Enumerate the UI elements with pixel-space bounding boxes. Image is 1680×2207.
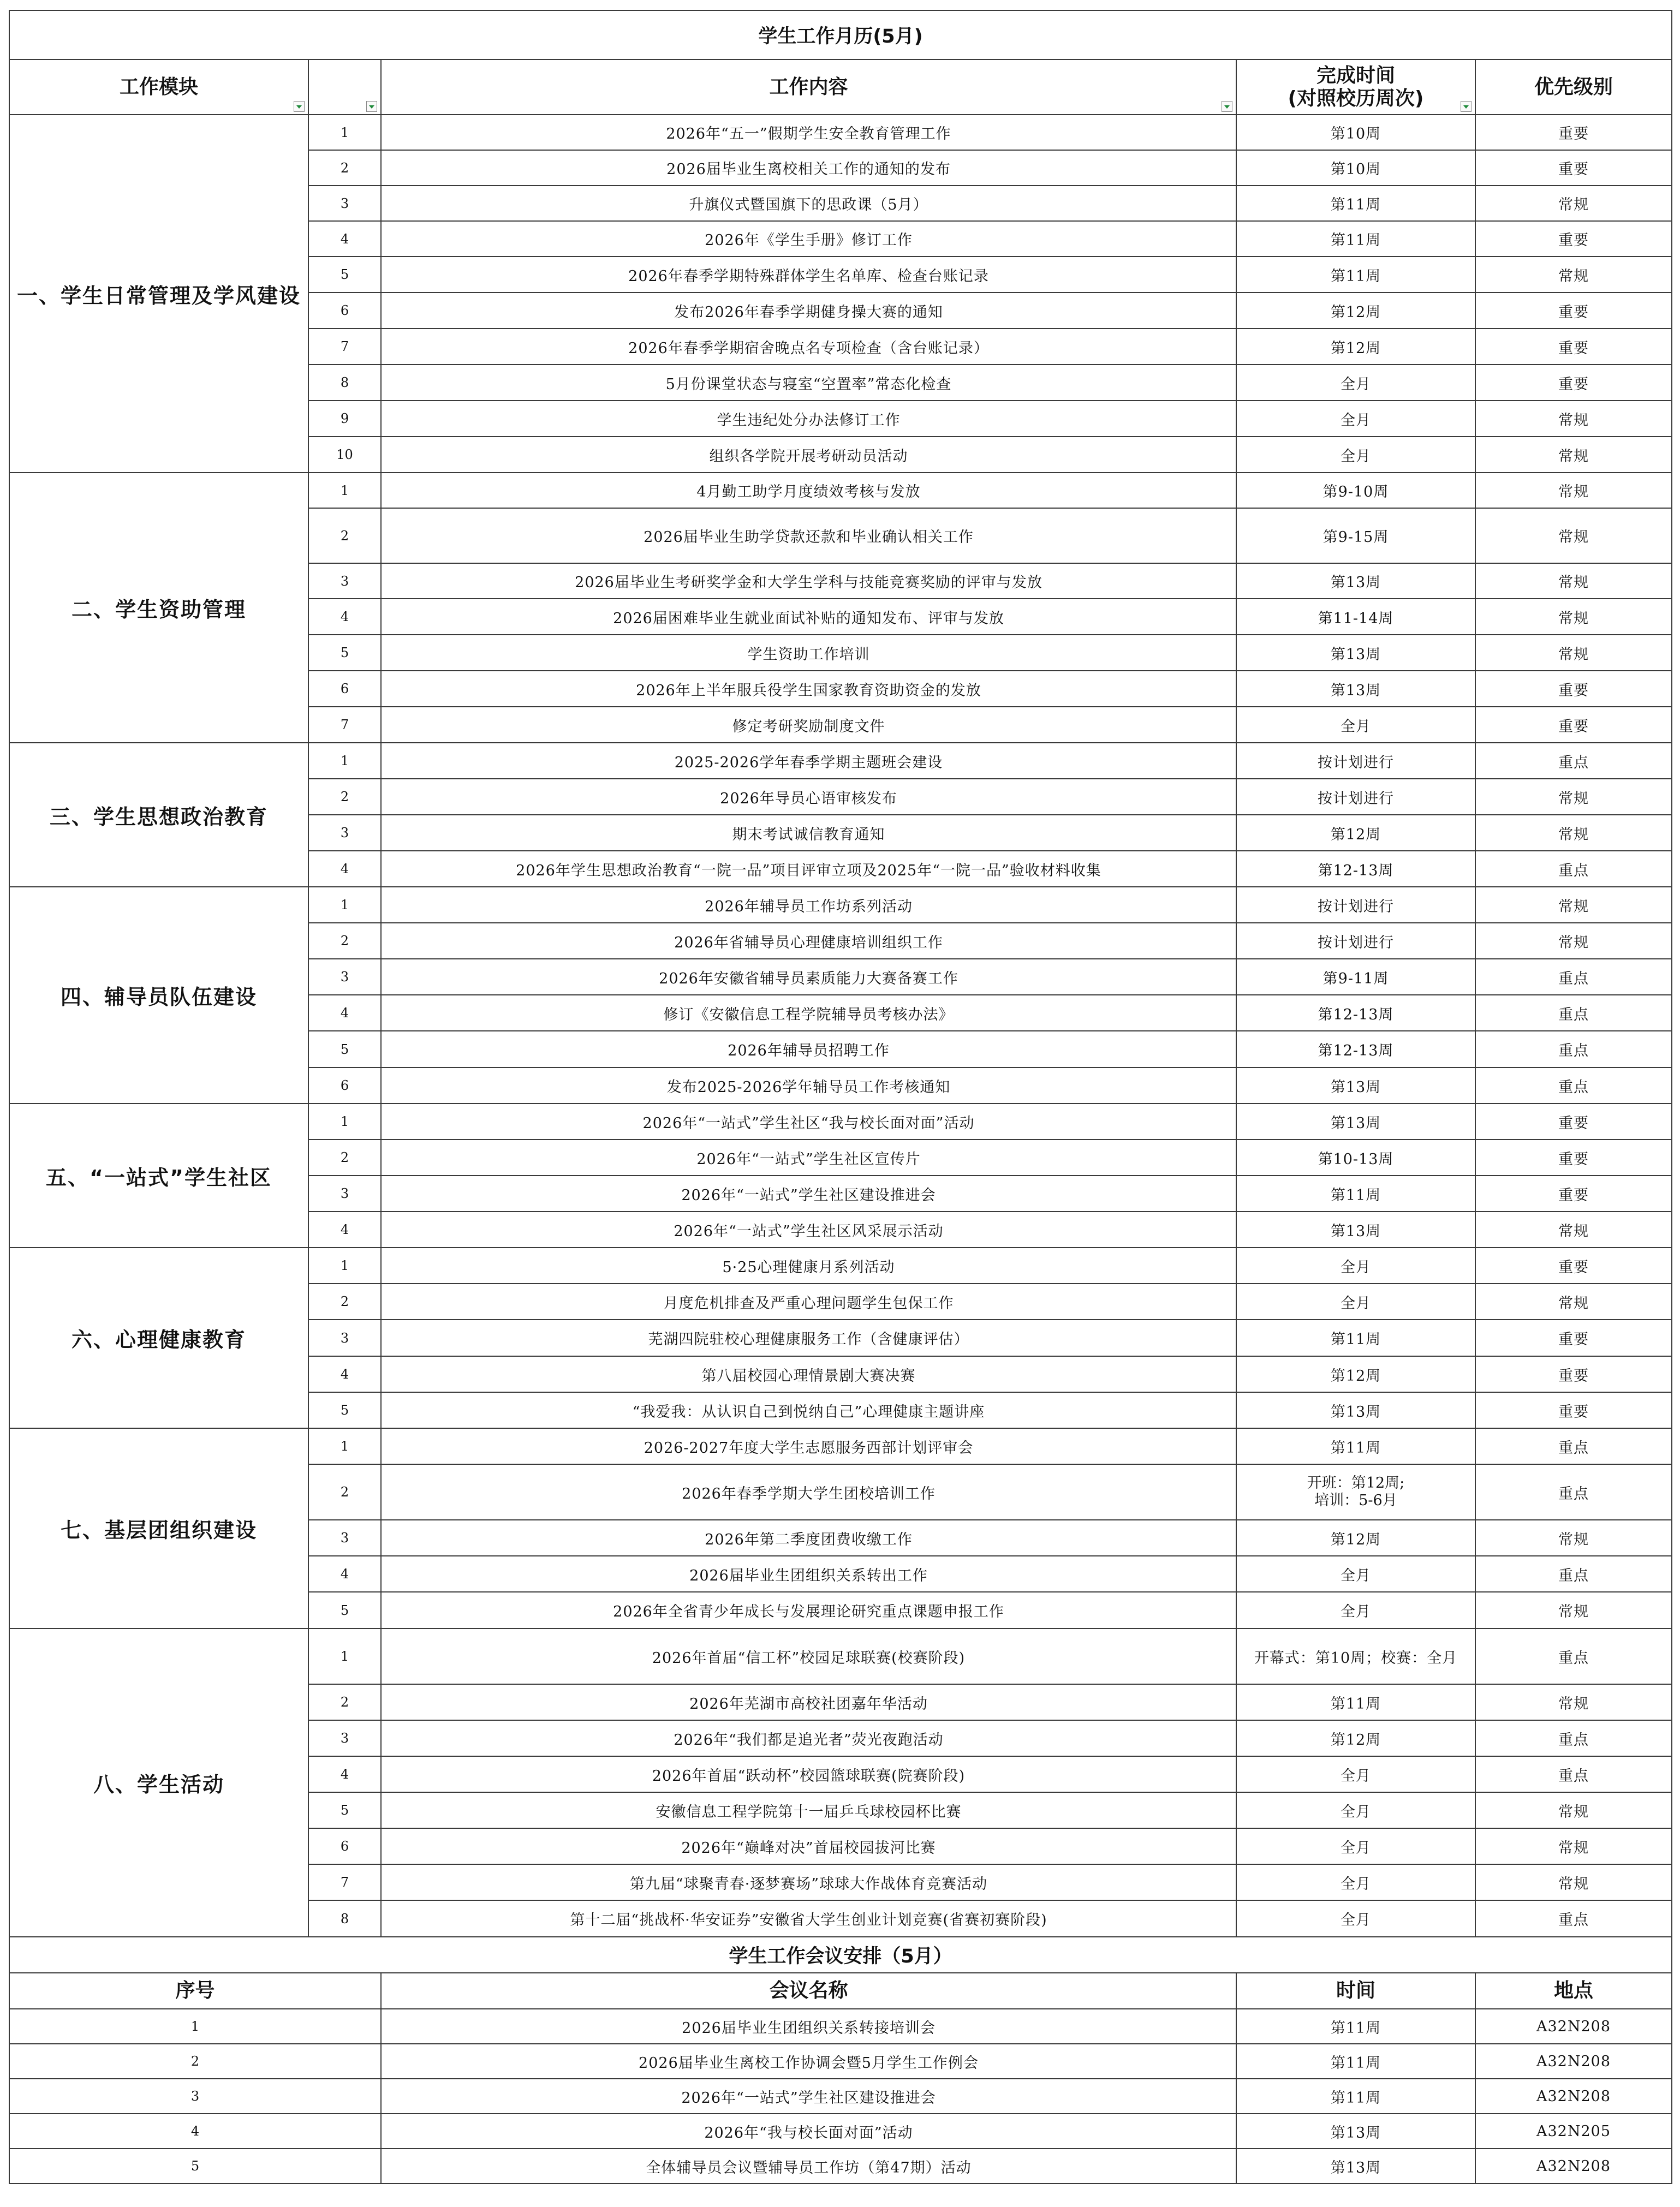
- priority-level: 重要: [1475, 1356, 1672, 1392]
- row-number: 9: [308, 401, 381, 437]
- header-priority: [1475, 59, 1672, 115]
- header-time-sublabel: (对照校历周次): [1288, 87, 1424, 110]
- row-number: 1: [308, 1428, 381, 1464]
- row-number: 4: [308, 1556, 381, 1592]
- completion-time: 第12周: [1236, 1520, 1475, 1556]
- module-name: 八、学生活动: [9, 1629, 308, 1937]
- work-content: 2026届困难毕业生就业面试补贴的通知发布、评审与发放: [381, 599, 1236, 635]
- work-content: 2026年全省青少年成长与发展理论研究重点课题申报工作: [381, 1592, 1236, 1629]
- row-number: 1: [308, 473, 381, 508]
- work-content: 2026年第二季度团费收缴工作: [381, 1520, 1236, 1556]
- row-number: 1: [308, 1104, 381, 1140]
- table-row: [9, 743, 1672, 779]
- work-content: 第九届“球聚青春·逐梦赛场”球球大作战体育竞赛活动: [381, 1864, 1236, 1900]
- priority-level: 常规: [1475, 1828, 1672, 1864]
- row-number: 2: [308, 508, 381, 563]
- row-number: 5: [308, 1592, 381, 1629]
- row-number: 4: [308, 221, 381, 257]
- meeting-time: 第13周: [1236, 2114, 1475, 2149]
- work-content: 2026年“巅峰对决”首届校园拔河比赛: [381, 1828, 1236, 1864]
- priority-level: 重要: [1475, 365, 1672, 401]
- priority-level: 重点: [1475, 995, 1672, 1031]
- row-number: 6: [308, 293, 381, 329]
- meeting-time: 第11周: [1236, 2009, 1475, 2044]
- priority-level: 重要: [1475, 221, 1672, 257]
- priority-level: 重要: [1475, 1104, 1672, 1140]
- completion-time: 第10-13周: [1236, 1140, 1475, 1176]
- work-content: 2026年首届“跃动杯”校园篮球联赛(院赛阶段): [381, 1756, 1236, 1792]
- row-number: 2: [308, 1684, 381, 1720]
- work-content: 学生违纪处分办法修订工作: [381, 401, 1236, 437]
- priority-level: 重点: [1475, 1556, 1672, 1592]
- work-content: 5月份课堂状态与寝室“空置率”常态化检查: [381, 365, 1236, 401]
- completion-time: 全月: [1236, 1556, 1475, 1592]
- priority-level: 重要: [1475, 1140, 1672, 1176]
- row-number: 7: [308, 707, 381, 743]
- completion-time: 全月: [1236, 401, 1475, 437]
- completion-time: 第12周: [1236, 1356, 1475, 1392]
- completion-time: 第12周: [1236, 293, 1475, 329]
- meeting-place: A32N205: [1475, 2114, 1672, 2149]
- filter-dropdown-icon[interactable]: [366, 101, 377, 112]
- work-content: 修定考研奖励制度文件: [381, 707, 1236, 743]
- priority-level: 重点: [1475, 1900, 1672, 1937]
- table-row: [9, 1428, 1672, 1464]
- row-number: 3: [308, 1720, 381, 1756]
- work-content: 第八届校园心理情景剧大赛决赛: [381, 1356, 1236, 1392]
- meeting-place: A32N208: [1475, 2079, 1672, 2114]
- priority-level: 常规: [1475, 815, 1672, 851]
- work-content: 发布2026年春季学期健身操大赛的通知: [381, 293, 1236, 329]
- priority-level: 重要: [1475, 1320, 1672, 1356]
- row-number: 1: [308, 743, 381, 779]
- module-name: 七、基层团组织建设: [9, 1428, 308, 1629]
- priority-level: 重点: [1475, 1031, 1672, 1067]
- row-number: 4: [308, 1756, 381, 1792]
- row-number: 8: [308, 365, 381, 401]
- row-number: 7: [308, 329, 381, 365]
- meeting-row: [9, 2009, 1672, 2044]
- header-module[interactable]: [9, 59, 308, 115]
- priority-level: 重点: [1475, 851, 1672, 887]
- completion-time: 第12周: [1236, 329, 1475, 365]
- table-row: [9, 1248, 1672, 1284]
- work-content: 2026年“一站式”学生社区“我与校长面对面”活动: [381, 1104, 1236, 1140]
- header-module-label: 工作模块: [119, 75, 198, 98]
- work-content: 2026届毕业生考研奖学金和大学生学科与技能竞赛奖励的评审与发放: [381, 563, 1236, 599]
- meeting-number: 4: [9, 2114, 381, 2149]
- row-number: 8: [308, 1900, 381, 1937]
- completion-time-line2: 培训：5-6月: [1314, 1492, 1397, 1509]
- completion-time: 第11周: [1236, 1176, 1475, 1212]
- meeting-row: [9, 2079, 1672, 2114]
- work-content: 2026年辅导员招聘工作: [381, 1031, 1236, 1067]
- row-number: 5: [308, 1031, 381, 1067]
- work-content: 安徽信息工程学院第十一届乒乓球校园杯比赛: [381, 1792, 1236, 1828]
- completion-time-line1: 开班：第12周;: [1307, 1474, 1405, 1492]
- meeting-name: 全体辅导员会议暨辅导员工作坊（第47期）活动: [381, 2149, 1236, 2184]
- row-number: 3: [308, 1520, 381, 1556]
- row-number: 3: [308, 815, 381, 851]
- row-number: 2: [308, 779, 381, 815]
- meeting-name: 2026届毕业生团组织关系转接培训会: [381, 2009, 1236, 2044]
- priority-level: 重要: [1475, 329, 1672, 365]
- work-content: 2026年安徽省辅导员素质能力大赛备赛工作: [381, 959, 1236, 995]
- table-row: [9, 1629, 1672, 1684]
- meetings-header-time: 时间: [1236, 1973, 1475, 2009]
- completion-time: 按计划进行: [1236, 923, 1475, 959]
- completion-time: 第13周: [1236, 1104, 1475, 1140]
- filter-dropdown-icon[interactable]: [294, 101, 305, 112]
- row-number: 4: [308, 851, 381, 887]
- row-number: 7: [308, 1864, 381, 1900]
- work-content: 2026年首届“信工杯”校园足球联赛(校赛阶段): [381, 1629, 1236, 1684]
- work-content: 2026-2027年度大学生志愿服务西部计划评审会: [381, 1428, 1236, 1464]
- completion-time: 第13周: [1236, 1212, 1475, 1248]
- completion-time: 全月: [1236, 1592, 1475, 1629]
- meeting-number: 2: [9, 2044, 381, 2079]
- completion-time: 第12周: [1236, 815, 1475, 851]
- meeting-name: 2026年“我与校长面对面”活动: [381, 2114, 1236, 2149]
- completion-time: 第10周: [1236, 150, 1475, 186]
- work-content: 2026年辅导员工作坊系列活动: [381, 887, 1236, 923]
- work-content: 2026年省辅导员心理健康培训组织工作: [381, 923, 1236, 959]
- header-time-label: 完成时间: [1316, 64, 1395, 87]
- table-row: [9, 473, 1672, 508]
- priority-level: 常规: [1475, 1864, 1672, 1900]
- completion-time: 第11周: [1236, 1684, 1475, 1720]
- completion-time: 第13周: [1236, 671, 1475, 707]
- row-number: 4: [308, 995, 381, 1031]
- completion-time: 按计划进行: [1236, 887, 1475, 923]
- meeting-place: A32N208: [1475, 2044, 1672, 2079]
- completion-time: 开幕式：第10周；校赛：全月: [1236, 1629, 1475, 1684]
- row-number: 2: [308, 1284, 381, 1320]
- completion-time: 第11周: [1236, 1320, 1475, 1356]
- completion-time: 第12周: [1236, 1720, 1475, 1756]
- filter-dropdown-icon[interactable]: [1461, 101, 1472, 112]
- priority-level: 常规: [1475, 1212, 1672, 1248]
- priority-level: 重点: [1475, 1629, 1672, 1684]
- row-number: 4: [308, 599, 381, 635]
- work-content: 2026年学生思想政治教育“一院一品”项目评审立项及2025年“一院一品”验收材料收集: [381, 851, 1236, 887]
- completion-time: 第12-13周: [1236, 995, 1475, 1031]
- work-content: 2026年“一站式”学生社区宣传片: [381, 1140, 1236, 1176]
- work-content: 2026年上半年服兵役学生国家教育资助资金的发放: [381, 671, 1236, 707]
- work-content: 期末考试诚信教育通知: [381, 815, 1236, 851]
- completion-time: 第13周: [1236, 1067, 1475, 1104]
- priority-level: 常规: [1475, 779, 1672, 815]
- row-number: 6: [308, 1067, 381, 1104]
- priority-level: 常规: [1475, 887, 1672, 923]
- row-number: 6: [308, 1828, 381, 1864]
- priority-level: 常规: [1475, 437, 1672, 473]
- priority-level: 重要: [1475, 707, 1672, 743]
- work-content: 2026年芜湖市高校社团嘉年华活动: [381, 1684, 1236, 1720]
- meeting-time: 第11周: [1236, 2079, 1475, 2114]
- row-number: 3: [308, 959, 381, 995]
- completion-time: 全月: [1236, 707, 1475, 743]
- row-number: 1: [308, 1629, 381, 1684]
- meeting-number: 1: [9, 2009, 381, 2044]
- priority-level: 常规: [1475, 473, 1672, 508]
- completion-time: 第11周: [1236, 221, 1475, 257]
- priority-level: 常规: [1475, 923, 1672, 959]
- header-content[interactable]: [381, 59, 1236, 115]
- priority-level: 重要: [1475, 1176, 1672, 1212]
- completion-time: 第13周: [1236, 1392, 1475, 1428]
- completion-time: [1236, 1464, 1475, 1520]
- calendar-title: 学生工作月历(5月): [9, 10, 1672, 59]
- priority-level: 常规: [1475, 186, 1672, 221]
- priority-level: 重要: [1475, 1248, 1672, 1284]
- table-row: [9, 887, 1672, 923]
- completion-time: 第10周: [1236, 115, 1475, 150]
- meeting-row: [9, 2149, 1672, 2184]
- work-content: 2026年《学生手册》修订工作: [381, 221, 1236, 257]
- completion-time: 第12-13周: [1236, 1031, 1475, 1067]
- completion-time: 全月: [1236, 437, 1475, 473]
- work-content: 组织各学院开展考研动员活动: [381, 437, 1236, 473]
- meeting-name: 2026年“一站式”学生社区建设推进会: [381, 2079, 1236, 2114]
- meetings-title: 学生工作会议安排（5月）: [9, 1937, 1672, 1973]
- priority-level: 常规: [1475, 257, 1672, 293]
- meeting-time: 第11周: [1236, 2044, 1475, 2079]
- priority-level: 常规: [1475, 1520, 1672, 1556]
- work-content: 2026年“五一”假期学生安全教育管理工作: [381, 115, 1236, 150]
- module-name: 一、学生日常管理及学风建设: [9, 115, 308, 473]
- priority-level: 重要: [1475, 1392, 1672, 1428]
- priority-level: 常规: [1475, 1592, 1672, 1629]
- row-number: 3: [308, 1176, 381, 1212]
- work-content: 升旗仪式暨国旗下的思政课（5月）: [381, 186, 1236, 221]
- completion-time: 第9-15周: [1236, 508, 1475, 563]
- completion-time: 全月: [1236, 365, 1475, 401]
- row-number: 3: [308, 1320, 381, 1356]
- work-content: 修订《安徽信息工程学院辅导员考核办法》: [381, 995, 1236, 1031]
- priority-level: 重点: [1475, 1428, 1672, 1464]
- row-number: 6: [308, 671, 381, 707]
- priority-level: 重点: [1475, 1464, 1672, 1520]
- priority-level: 重要: [1475, 293, 1672, 329]
- priority-level: 常规: [1475, 1684, 1672, 1720]
- priority-level: 常规: [1475, 401, 1672, 437]
- meeting-name: 2026届毕业生离校工作协调会暨5月学生工作例会: [381, 2044, 1236, 2079]
- work-content: 月度危机排查及严重心理问题学生包保工作: [381, 1284, 1236, 1320]
- row-number: 1: [308, 115, 381, 150]
- completion-time: 全月: [1236, 1756, 1475, 1792]
- work-content: 芜湖四院驻校心理健康服务工作（含健康评估）: [381, 1320, 1236, 1356]
- row-number: 3: [308, 186, 381, 221]
- meeting-row: [9, 2044, 1672, 2079]
- priority-level: 重点: [1475, 743, 1672, 779]
- priority-level: 常规: [1475, 635, 1672, 671]
- row-number: 10: [308, 437, 381, 473]
- priority-level: 重点: [1475, 1720, 1672, 1756]
- module-name: 四、辅导员队伍建设: [9, 887, 308, 1104]
- completion-time: 第11周: [1236, 257, 1475, 293]
- row-number: 2: [308, 1140, 381, 1176]
- priority-level: 重要: [1475, 115, 1672, 150]
- priority-level: 常规: [1475, 599, 1672, 635]
- student-work-calendar-sheet: [9, 10, 1672, 2184]
- meeting-time: 第13周: [1236, 2149, 1475, 2184]
- work-content: 2026年“一站式”学生社区风采展示活动: [381, 1212, 1236, 1248]
- row-number: 5: [308, 635, 381, 671]
- completion-time: 第11周: [1236, 186, 1475, 221]
- work-content: 2026年春季学期特殊群体学生名单库、检查台账记录: [381, 257, 1236, 293]
- work-content: 2026年春季学期宿舍晚点名专项检查（含台账记录）: [381, 329, 1236, 365]
- row-number: 4: [308, 1356, 381, 1392]
- work-content: 2026届毕业生离校相关工作的通知的发布: [381, 150, 1236, 186]
- table-row: [9, 115, 1672, 150]
- completion-time: 第11-14周: [1236, 599, 1475, 635]
- priority-level: 常规: [1475, 1284, 1672, 1320]
- meetings-header-name: 会议名称: [381, 1973, 1236, 2009]
- module-name: 六、心理健康教育: [9, 1248, 308, 1428]
- completion-time: 全月: [1236, 1828, 1475, 1864]
- meeting-place: A32N208: [1475, 2149, 1672, 2184]
- module-name: 二、学生资助管理: [9, 473, 308, 743]
- completion-time: 全月: [1236, 1284, 1475, 1320]
- work-content: 学生资助工作培训: [381, 635, 1236, 671]
- row-number: 5: [308, 257, 381, 293]
- work-content: 2026年导员心语审核发布: [381, 779, 1236, 815]
- priority-level: 常规: [1475, 563, 1672, 599]
- completion-time: 全月: [1236, 1900, 1475, 1937]
- header-content-label: 工作内容: [769, 75, 848, 98]
- module-name: 三、学生思想政治教育: [9, 743, 308, 887]
- row-number: 4: [308, 1212, 381, 1248]
- work-content: 2026届毕业生助学贷款还款和毕业确认相关工作: [381, 508, 1236, 563]
- completion-time: 按计划进行: [1236, 743, 1475, 779]
- priority-level: 常规: [1475, 508, 1672, 563]
- row-number: 5: [308, 1792, 381, 1828]
- work-content: 4月勤工助学月度绩效考核与发放: [381, 473, 1236, 508]
- completion-time: 全月: [1236, 1864, 1475, 1900]
- completion-time: 全月: [1236, 1792, 1475, 1828]
- priority-level: 重点: [1475, 959, 1672, 995]
- filter-dropdown-icon[interactable]: [1222, 101, 1232, 112]
- meetings-header-number: 序号: [9, 1973, 381, 2009]
- priority-level: 重点: [1475, 1067, 1672, 1104]
- work-content: 2026年“我们都是追光者”荧光夜跑活动: [381, 1720, 1236, 1756]
- meeting-row: [9, 2114, 1672, 2149]
- work-content: 发布2025-2026学年辅导员工作考核通知: [381, 1067, 1236, 1104]
- row-number: 1: [308, 887, 381, 923]
- meeting-number: 5: [9, 2149, 381, 2184]
- completion-time: 全月: [1236, 1248, 1475, 1284]
- completion-time: 第9-11周: [1236, 959, 1475, 995]
- row-number: 1: [308, 1248, 381, 1284]
- header-priority-label: 优先级别: [1534, 75, 1613, 98]
- completion-time: 第13周: [1236, 635, 1475, 671]
- completion-time: 按计划进行: [1236, 779, 1475, 815]
- priority-level: 常规: [1475, 1792, 1672, 1828]
- completion-time: 第11周: [1236, 1428, 1475, 1464]
- completion-time: 第13周: [1236, 563, 1475, 599]
- work-content: “我爱我：从认识自己到悦纳自己”心理健康主题讲座: [381, 1392, 1236, 1428]
- completion-time: 第12-13周: [1236, 851, 1475, 887]
- row-number: 5: [308, 1392, 381, 1428]
- completion-time: 第9-10周: [1236, 473, 1475, 508]
- priority-level: 重要: [1475, 671, 1672, 707]
- header-time[interactable]: [1236, 59, 1475, 115]
- work-content: 2025-2026学年春季学期主题班会建设: [381, 743, 1236, 779]
- row-number: 2: [308, 150, 381, 186]
- header-number[interactable]: [308, 59, 381, 115]
- meeting-place: A32N208: [1475, 2009, 1672, 2044]
- work-content: 2026年“一站式”学生社区建设推进会: [381, 1176, 1236, 1212]
- work-content: 2026届毕业生团组织关系转出工作: [381, 1556, 1236, 1592]
- priority-level: 重要: [1475, 150, 1672, 186]
- table-row: [9, 1104, 1672, 1140]
- work-content: 5·25心理健康月系列活动: [381, 1248, 1236, 1284]
- work-content: 2026年春季学期大学生团校培训工作: [381, 1464, 1236, 1520]
- row-number: 3: [308, 563, 381, 599]
- module-name: 五、“一站式”学生社区: [9, 1104, 308, 1248]
- meeting-number: 3: [9, 2079, 381, 2114]
- meetings-header-row: [9, 1973, 1672, 2009]
- meetings-header-place: 地点: [1475, 1973, 1672, 2009]
- row-number: 2: [308, 1464, 381, 1520]
- row-number: 2: [308, 923, 381, 959]
- priority-level: 重点: [1475, 1756, 1672, 1792]
- work-content: 第十二届“挑战杯·华安证券”安徽省大学生创业计划竞赛(省赛初赛阶段): [381, 1900, 1236, 1937]
